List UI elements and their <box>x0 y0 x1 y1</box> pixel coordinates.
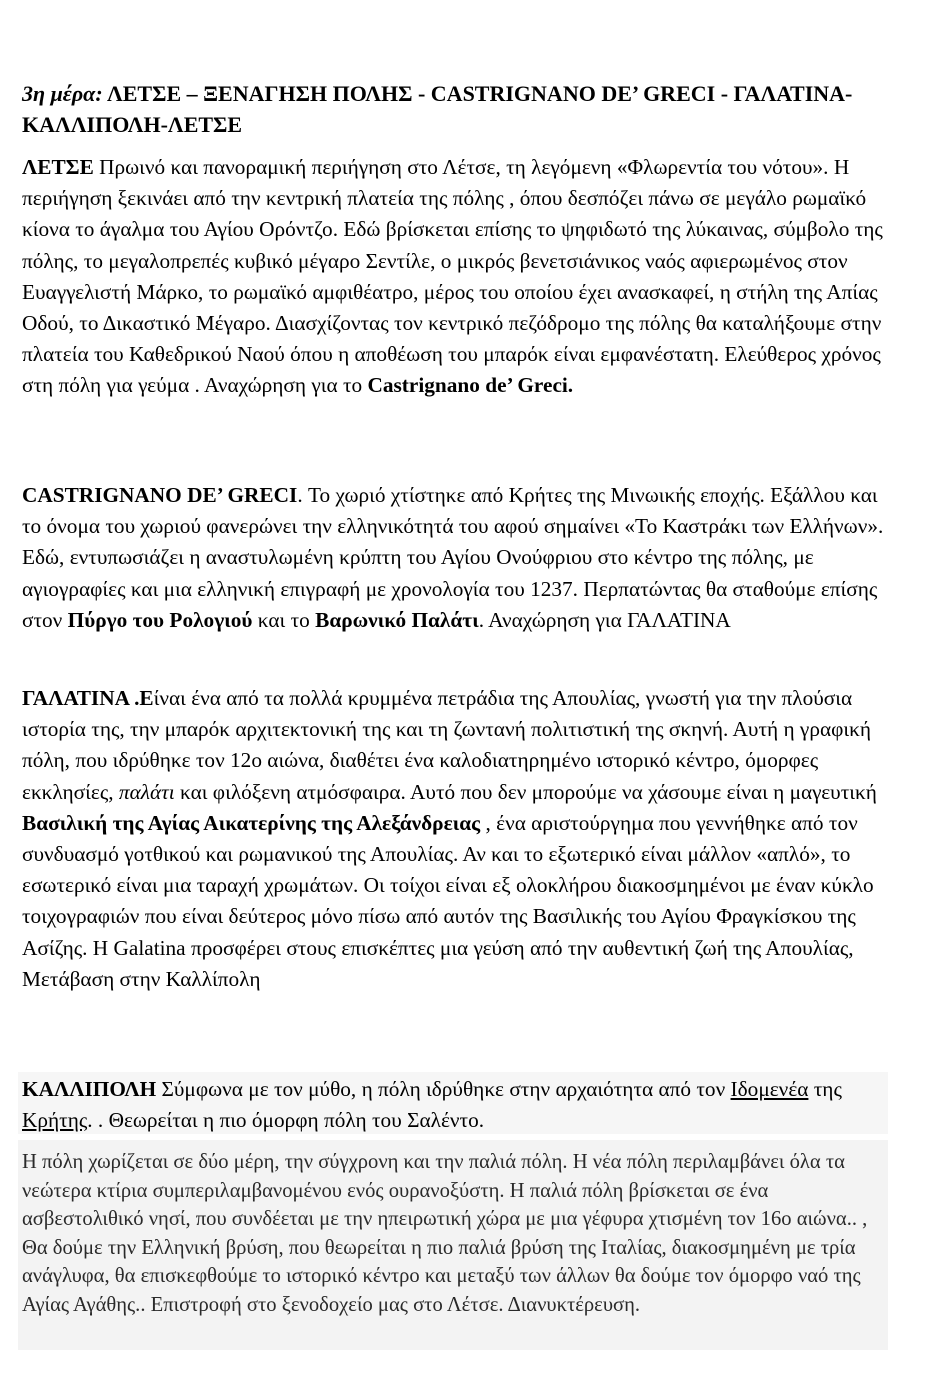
gallipoli-heading: ΚΑΛΛΙΠΟΛΗ <box>22 1077 157 1101</box>
lecce-destination: Castrignano de’ Greci. <box>367 373 574 398</box>
gallipoli-paragraph <box>22 1074 892 1136</box>
lecce-text: Πρωινό και πανοραμική περιήγηση στο Λέτσε, τη λεγόμενη «Φλωρεντία του νότου». Η περιήγηση ξεκινάει από την κεντρική πλατεία της πόλης , όπου δεσπόζει πάνω σε μεγάλο ρωμαϊκό κίονα το άγαλμα του Αγίου Oρόντζο. Εδώ βρίσκεται επίσης το ψηφιδωτό της λύκαινας, σύμβολο της πόλης, το μεγαλοπρεπές κυβικό μέγαρο Σεντίλε, ο μικρός βενετσιάνικος ναός αφιερωμένος στον Ευαγγελιστή Μάρκο, το ρωμαϊκό αμφιθέατρο, μέρος του οποίου έχει ανασκαφεί, η στήλη της Απίας Οδού, το Δικαστικό Μέγαρο. Διασχίζοντας τον κεντρικό πεζόδρομο της πόλης θα καταλήξουμε στην πλατεία του Καθεδρικού Ναού όπου η αποθέωση του μπαρόκ είναι εμφανέστατη. Ελεύθερος χρόνος στη πόλη για γεύμα . Αναχώρηση για το <box>22 155 883 398</box>
clock-tower: Πύργο του Ρολογιού <box>67 607 253 632</box>
castrignano-departure: . Αναχώρηση για ΓΑΛΑΤΙΝΑ <box>478 607 731 632</box>
castrignano-text: . Το χωριό χτίστηκε από Κρήτες της Μινωικής εποχής. Εξάλλου και το όνομα του χωριού φανερώνει την ελληνικότητά του αφού σημαίνει «Το Καστράκι των Ελλήνων». Εδώ, εντυπωσιάζει η αναστυλωμένη κρύπτη του Αγίου Ονούφριου στο κέντρο της πόλης, με αγιογραφίες και μια ελληνική επιγραφή με χρονολογία του 1237. Περπατώντας θα σταθούμε επίσης στον <box>22 483 884 632</box>
gallipoli-text-a: Σύμφωνα με τον μύθο, η πόλη ιδρύθηκε στην αρχαιότητα από τον <box>156 1077 731 1101</box>
lecce-paragraph <box>22 152 892 402</box>
castrignano-and: και το <box>252 607 316 632</box>
galatina-italic: παλάτι <box>118 779 175 804</box>
crete-link[interactable]: Κρήτης <box>22 1108 88 1133</box>
basilica-name: Βασιλική της Αγίας Αικατερίνης της Αλεξάνδρειας <box>22 810 481 835</box>
galatina-text-c: , ένα αριστούργημα που γεννήθηκε από τον συνδυασμό γοτθικού και ρωμανικού της Απουλίας. Αν και το εξωτερικό είναι μάλλον «απλό», το εσωτερικό είναι μια ταραχή χρωμάτων. Οι τοίχοι είναι εξ ολοκλήρου διακοσμημένοι με έναν κύκλο τοιχογραφιών που είναι δεύτερος μόνο πίσω από αυτόν της Βασιλικής του Αγίου Φραγκίσκου της Ασίζης. Η Galatina προσφέρει στους επισκέπτες μια γεύση από την αυθεντική ζωή της Απουλίας, Μετάβαση στην Καλλίπολη <box>22 810 874 991</box>
castrignano-paragraph <box>22 480 892 636</box>
gallipoli-text-b: της <box>808 1077 842 1101</box>
galatina-heading: ΓΑΛΑΤΙΝΑ .Ε <box>22 686 154 710</box>
idomeneas-link[interactable]: Ιδομενέα <box>730 1077 809 1101</box>
baronial-palace: Βαρωνικό Παλάτι <box>315 607 479 632</box>
galatina-text-b: και φιλόξενη ατμόσφαιρα. Αυτό που δεν μπορούμε να χάσουμε είναι η μαγευτική <box>174 779 877 804</box>
lecce-heading: ΛΕΤΣΕ <box>22 155 94 179</box>
castrignano-heading: CASTRIGNANO DE’ GRECI <box>22 483 298 507</box>
day-title <box>22 78 902 140</box>
galatina-text-a: ίναι ένα από τα πολλά κρυμμένα πετράδια της Απουλίας, γνωστή για την πλούσια ιστορία της, την μπαρόκ αρχιτεκτονική της και τη ζωντανή πολιτιστική της σκηνή. Αυτή η γραφική πόλη, που ιδρύθηκε τον 12ο αιώνα, διαθέτει ένα καλοδιατηρημένο ιστορικό κέντρο, όμορφες εκκλησίες, <box>22 686 872 804</box>
gallipoli-detail-paragraph: Η πόλη χωρίζεται σε δύο μέρη, την σύγχρονη και την παλιά πόλη. Η νέα πόλη περιλαμβάνει όλα τα νεώτερα κτίρια συμπεριλαμβανομένου ενός ουρανοξύστη. Η παλιά πόλη βρίσκεται σε ένα ασβεστολιθικό νησί, που συνδέεται με την ηπειρωτική χώρα με μια γέφυρα χτισμένη τον 16ο αιώνα.. , Θα δούμε την Ελληνική βρύση, που θεωρείται η πιο παλιά βρύση της Ιταλίας, διακοσμημένη με τρία ανάγλυφα, θα επισκεφθούμε το ιστορικό κέντρο και μεταξύ των άλλων θα δούμε τον όμορφο ναό της Αγίας Αγάθης.. Επιστροφή στο ξενοδοχείο μας στο Λέτσε. Διανυκτέρευση. <box>22 1151 868 1316</box>
route-label: ΛΕΤΣΕ – ΞΕΝΑΓΗΣΗ ΠΟΛΗΣ - CASTRIGNANO DE’ GRECI - ΓΑΛΑΤΙΝΑ-ΚΑΛΛΙΠΟΛΗ-ΛΕΤΣΕ <box>22 81 853 137</box>
galatina-paragraph <box>22 683 892 995</box>
day-label: 3η μέρα: <box>22 81 103 106</box>
gallipoli-text-c: . . Θεωρείται η πιο όμορφη πόλη του Σαλέντο. <box>87 1108 485 1133</box>
